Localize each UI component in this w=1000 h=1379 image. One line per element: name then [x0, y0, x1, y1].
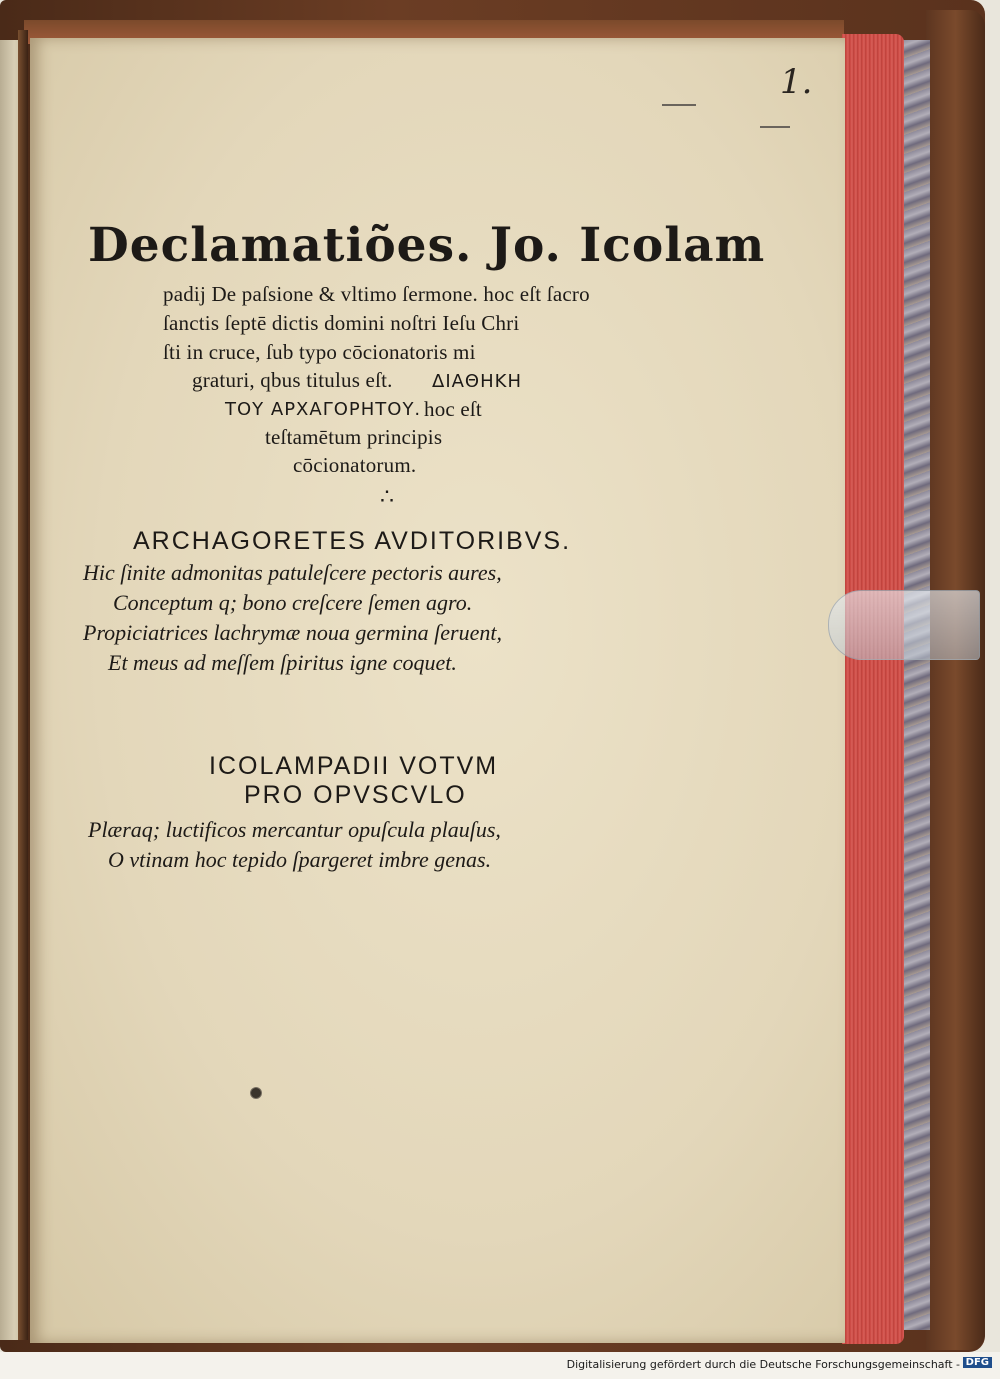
title-line: graturi, qbus titulus eſt. [192, 368, 393, 392]
book-cover-right [926, 10, 985, 1350]
title-line: padij De paſsione & vltimo ſermone. hoc eſt ſacro [163, 282, 590, 306]
verse-line: Propiciatrices lachrymæ noua germina ſeruent, [83, 620, 502, 645]
dfg-logo: DFG [963, 1357, 992, 1368]
title-line: ſti in cruce, ſub typo cōcionatoris mi [163, 340, 476, 364]
pencil-mark [760, 126, 790, 128]
verse-line: Conceptum q; bono creſcere ſemen agro. [113, 590, 473, 615]
section-heading: ICOLAMPADII VOTVM [209, 752, 499, 780]
section-heading: PRO OPVSCVLO [244, 781, 467, 809]
footer-bar [0, 1352, 1000, 1379]
pencil-mark [662, 104, 696, 106]
folio-number: 1. [780, 62, 813, 102]
greek-title-line: ΔΙΑΘΗΚΗ [432, 371, 522, 392]
footer-credit: Digitalisierung gefördert durch die Deutsche Forschungsgemeinschaft - [566, 1358, 960, 1371]
show-through-text [670, 168, 870, 868]
title-line: cōcionatorum. [293, 453, 417, 477]
greek-title-line: ΤΟΥ ΑΡΧΑΓΟΡΗΤΟΥ. [225, 399, 422, 420]
title-line: teſtamētum principis [265, 425, 443, 449]
printed-dot [250, 1087, 262, 1099]
marbled-edge [902, 40, 930, 1330]
section-heading: ARCHAGORETES AVDITORIBVS. [133, 527, 572, 555]
ornament-mark: ∴ [380, 484, 394, 509]
page-title: Declamatiões. Jo. Icolam [88, 218, 766, 273]
verse-line: Et meus ad meſſem ſpiritus igne coquet. [108, 650, 457, 675]
book-gutter [18, 30, 28, 1340]
verse-line: O vtinam hoc tepido ſpargeret imbre genas. [108, 847, 492, 872]
title-line: hoc eſt [424, 397, 482, 421]
verse-line: Plæraq; luctificos mercantur opuſcula plauſus, [88, 817, 501, 842]
bookmark-clip [828, 590, 980, 660]
verse-line: Hic ſinite admonitas patuleſcere pectoris aures, [83, 560, 502, 585]
title-line: ſanctis ſeptē dictis domini noſtri Ieſu Chri [163, 311, 520, 335]
